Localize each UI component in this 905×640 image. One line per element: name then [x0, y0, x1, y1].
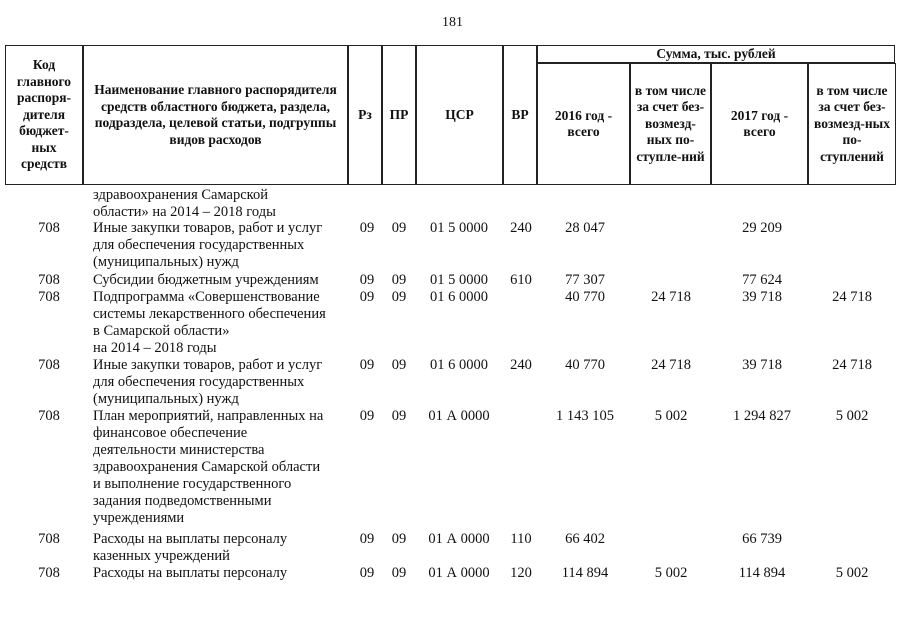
- header-2016-free: в том числе за счет без-возмезд-ных по-ступле-ний: [630, 63, 711, 185]
- row-name-line: Иные закупки товаров, работ и услуг: [93, 357, 323, 373]
- row-name-line: здравоохранения Самарской области: [93, 459, 321, 475]
- row-csr: 01 6 0000: [430, 357, 488, 373]
- page-number: 181: [442, 15, 463, 30]
- row-name-line: План мероприятий, направленных на: [93, 408, 324, 424]
- row-pr: 09: [391, 289, 407, 305]
- row-code: 708: [38, 531, 60, 547]
- row-csr: 01 5 0000: [430, 272, 488, 288]
- row-2016-total: 114 894: [561, 565, 609, 581]
- row-name-line: Расходы на выплаты персоналу: [93, 565, 288, 581]
- header-2017-total: 2017 год - всего: [711, 63, 808, 185]
- row-code: 708: [38, 357, 60, 373]
- row-name: [93, 289, 351, 357]
- row-code: 708: [38, 289, 60, 305]
- row-2017-free: 5 002: [835, 408, 869, 424]
- row-rz: 09: [359, 289, 375, 305]
- row-name-line: области» на 2014 – 2018 годы: [93, 204, 276, 220]
- row-2017-total: 77 624: [742, 272, 782, 288]
- row-code: 708: [38, 565, 60, 581]
- row-2016-total: 28 047: [565, 220, 605, 236]
- row-name: [93, 408, 351, 527]
- row-vr: 110: [510, 531, 532, 547]
- row-name: [93, 531, 351, 565]
- row-rz: 09: [359, 408, 375, 424]
- row-csr: 01 6 0000: [430, 289, 488, 305]
- row-name: [93, 187, 351, 221]
- row-vr: 240: [510, 220, 532, 236]
- table-header: [6, 46, 896, 186]
- row-2017-total: 39 718: [742, 289, 782, 305]
- row-vr: 610: [510, 272, 532, 288]
- row-name-line: для обеспечения государственных: [93, 374, 305, 390]
- row-name-line: (муниципальных) нужд: [93, 254, 239, 270]
- header-vr: ВР: [503, 45, 537, 185]
- row-2016-free: 5 002: [654, 408, 688, 424]
- row-pr: 09: [391, 220, 407, 236]
- row-2017-total: 114 894: [738, 565, 786, 581]
- row-rz: 09: [359, 531, 375, 547]
- header-2016-total: 2016 год - всего: [537, 63, 630, 185]
- row-name-line: Субсидии бюджетным учреждениям: [93, 272, 319, 288]
- header-rz: Рз: [348, 45, 382, 185]
- row-name-line: в Самарской области»: [93, 323, 230, 339]
- row-2016-total: 1 143 105: [556, 408, 614, 424]
- row-2017-free: 5 002: [835, 565, 869, 581]
- row-rz: 09: [359, 357, 375, 373]
- row-code: 708: [38, 408, 60, 424]
- row-csr: 01 5 0000: [430, 220, 488, 236]
- header-name: Наименование главного распорядителя средств областного бюджета, раздела, подраздела, целевой статьи, подгруппы видов расходов: [83, 45, 348, 185]
- row-2016-free: 24 718: [651, 357, 691, 373]
- row-2017-free: 24 718: [832, 357, 872, 373]
- row-2016-total: 77 307: [565, 272, 605, 288]
- row-pr: 09: [391, 357, 407, 373]
- row-csr: 01 А 0000: [428, 565, 490, 581]
- row-2017-total: 1 294 827: [733, 408, 791, 424]
- row-rz: 09: [359, 220, 375, 236]
- header-pr: ПР: [382, 45, 416, 185]
- row-name: [93, 565, 351, 582]
- row-2016-free: 5 002: [654, 565, 688, 581]
- row-rz: 09: [359, 565, 375, 581]
- row-name-line: Расходы на выплаты персоналу: [93, 531, 288, 547]
- row-vr: 120: [510, 565, 532, 581]
- row-2016-total: 40 770: [565, 289, 605, 305]
- row-2017-total: 66 739: [742, 531, 782, 547]
- row-2016-total: 40 770: [565, 357, 605, 373]
- row-name-line: задания подведомственными: [93, 493, 272, 509]
- row-pr: 09: [391, 408, 407, 424]
- row-vr: 240: [510, 357, 532, 373]
- header-code: Код главного распоря-дителя бюджет-ных средств: [5, 45, 83, 185]
- row-name: [93, 357, 351, 408]
- row-code: 708: [38, 272, 60, 288]
- row-2017-total: 29 209: [742, 220, 782, 236]
- row-name-line: деятельности министерства: [93, 442, 265, 458]
- row-name-line: и выполнение государственного: [93, 476, 292, 492]
- row-name-line: казенных учреждений: [93, 548, 230, 564]
- row-name-line: учреждениями: [93, 510, 185, 526]
- row-pr: 09: [391, 272, 407, 288]
- row-name-line: для обеспечения государственных: [93, 237, 305, 253]
- row-2016-free: 24 718: [651, 289, 691, 305]
- row-2017-total: 39 718: [742, 357, 782, 373]
- row-csr: 01 А 0000: [428, 408, 490, 424]
- row-2017-free: 24 718: [832, 289, 872, 305]
- row-pr: 09: [391, 531, 407, 547]
- row-name-line: (муниципальных) нужд: [93, 391, 239, 407]
- header-2017-free: в том числе за счет без-возмезд-ных по-ступлений: [808, 63, 896, 185]
- row-name-line: системы лекарственного обеспечения: [93, 306, 326, 322]
- row-rz: 09: [359, 272, 375, 288]
- row-name: [93, 272, 351, 289]
- row-name: [93, 220, 351, 271]
- row-pr: 09: [391, 565, 407, 581]
- row-name-line: Подпрограмма «Совершенствование: [93, 289, 320, 305]
- row-name-line: на 2014 – 2018 годы: [93, 340, 217, 356]
- header-csr: ЦСР: [416, 45, 503, 185]
- row-code: 708: [38, 220, 60, 236]
- row-name-line: Иные закупки товаров, работ и услуг: [93, 220, 323, 236]
- row-2016-total: 66 402: [565, 531, 605, 547]
- row-csr: 01 А 0000: [428, 531, 490, 547]
- header-sum: Сумма, тыс. рублей: [537, 45, 895, 63]
- row-name-line: здравоохранения Самарской: [93, 187, 268, 203]
- row-name-line: финансовое обеспечение: [93, 425, 248, 441]
